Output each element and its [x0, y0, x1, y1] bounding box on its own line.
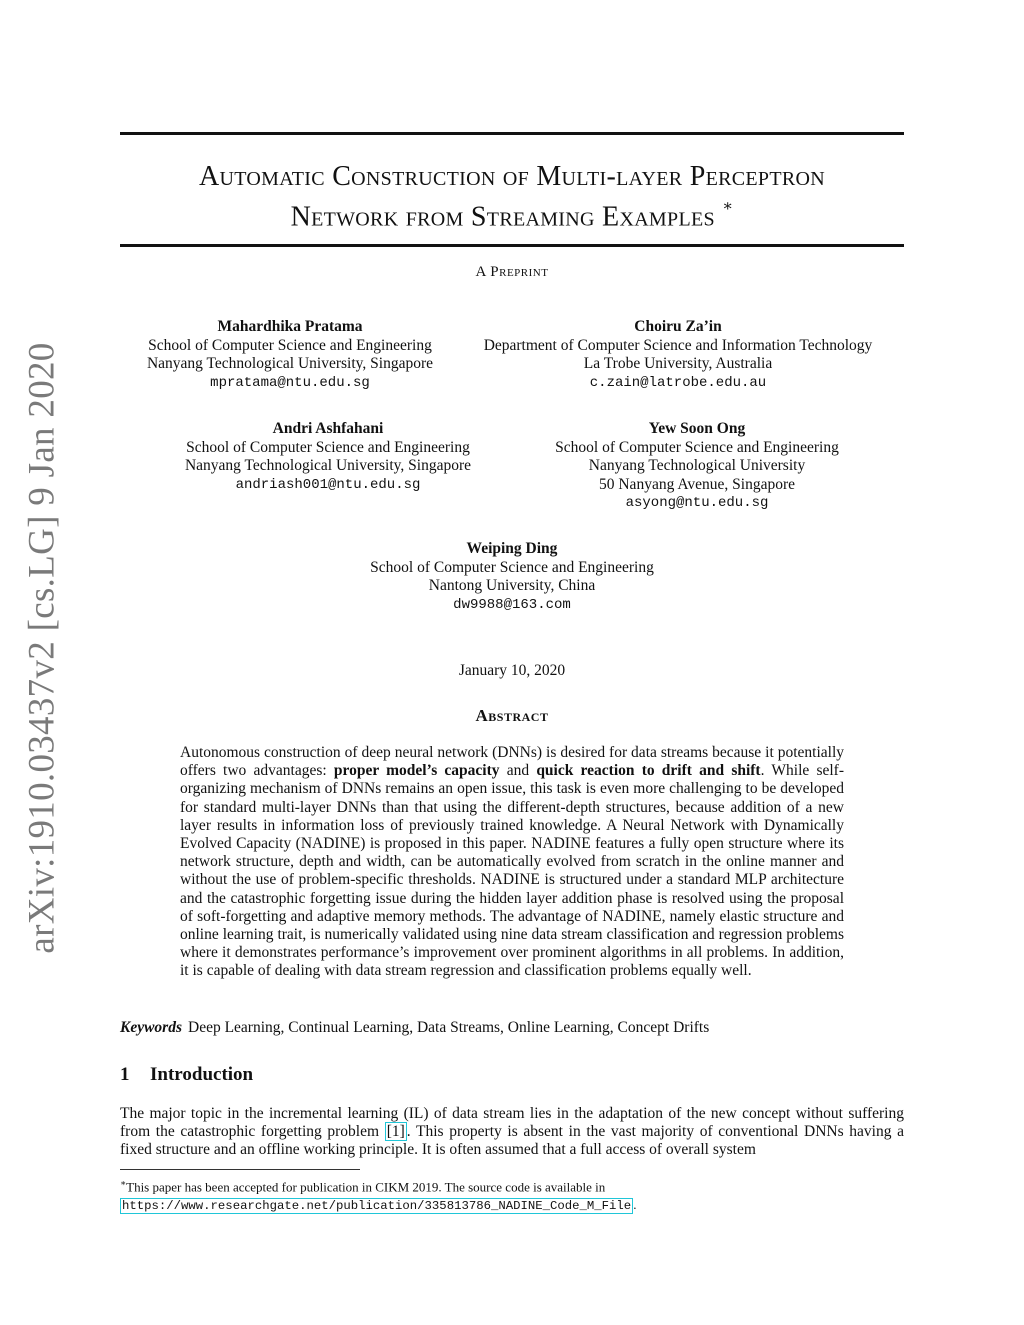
author-affiliation: School of Computer Science and Engineering	[555, 438, 839, 456]
author-block	[484, 318, 873, 392]
citation-link[interactable]: [1]	[386, 1123, 405, 1141]
section-title: Introduction	[150, 1064, 254, 1085]
author-block	[185, 420, 471, 494]
title-rule-top	[120, 132, 904, 135]
author-affiliation: La Trobe University, Australia	[583, 355, 773, 372]
source-code-link[interactable]: https://www.researchgate.net/publication/335813786_NADINE_Code_M_File	[122, 1199, 632, 1214]
author-name: Andri Ashfahani	[272, 420, 384, 437]
author-email: dw9988@163.com	[453, 596, 571, 613]
author-name: Mahardhika Pratama	[217, 318, 363, 335]
abstract-highlight: proper model’s capacity	[333, 762, 500, 780]
abstract-highlight: quick reaction to drift and shift	[536, 762, 761, 780]
footnote-text: This paper has been accepted for publication in CIKM 2019. The source code is available in	[126, 1179, 606, 1195]
author-affiliation: School of Computer Science and Engineering	[186, 438, 470, 456]
author-affiliation: Nanyang Technological University	[588, 457, 806, 474]
section-number: 1	[120, 1064, 130, 1085]
keywords-line	[120, 1019, 904, 1037]
intro-text: . This property is absent in the vast majority of conventional DNNs having a fixed structure and an offline working principle. It is often assumed that a full access of overall system	[120, 1123, 904, 1159]
abstract-text: and	[499, 762, 537, 780]
abstract-body	[180, 744, 844, 981]
keywords-text: Deep Learning, Continual Learning, Data Streams, Online Learning, Concept Drifts	[188, 1019, 710, 1036]
publication-date: January 10, 2020	[458, 662, 566, 679]
title-line-2	[120, 194, 904, 234]
footnote-rule	[120, 1169, 360, 1170]
author-block	[147, 318, 433, 392]
author-email: andriash001@ntu.edu.sg	[235, 476, 421, 493]
author-email: asyong@ntu.edu.sg	[625, 495, 769, 511]
author-block	[555, 420, 839, 513]
footnote-mark: ∗	[120, 1178, 127, 1188]
author-name: Choiru Za’in	[634, 318, 722, 335]
author-name: Yew Soon Ong	[648, 420, 746, 437]
footnote	[120, 1174, 910, 1215]
abstract-text: . While self-organizing mechanism of DNNs remains an open issue, this task is even more challenging to be developed for standard multi-layer DNNs than that using the different-depth structures, because addition of a new layer results in information loss of previously trained knowledge. A Neural Network with Dynamically Evolved Capacity (NADINE) is proposed in this paper. NADINE features a fully open structure where its network structure, depth and width, can be automatically evolved from scratch in the online manner and without the use of problem-specific thresholds. NADINE is structured under a standard MLP architecture and the catastrophic forgetting issue during the hidden layer addition phase is resolved using the proposal of soft-forgetting and adaptive memory methods. The advantage of NADINE, namely elastic structure and online learning trait, is numerically validated using nine data stream classification and regression problems where it demonstrates performance’s improvement over prominent algorithms in all problems. In addition, it is capable of dealing with data stream regression and classification problems equally well.	[180, 762, 845, 980]
arxiv-side-stamp: arXiv:1910.03437v2 [cs.LG] 9 Jan 2020	[21, 342, 63, 954]
abstract-heading: Abstract	[475, 706, 549, 725]
paper-title	[120, 160, 904, 234]
title-line-1: Automatic Construction of Multi-layer Perceptron	[199, 161, 825, 192]
author-affiliation: School of Computer Science and Engineering	[148, 336, 432, 354]
introduction-paragraph	[120, 1105, 904, 1160]
section-heading	[120, 1064, 253, 1086]
author-affiliation: Nanyang Technological University, Singapore	[184, 457, 472, 474]
author-affiliation: Department of Computer Science and Information Technology	[483, 336, 873, 354]
author-block	[370, 540, 654, 614]
author-affiliation: Nantong University, China	[428, 577, 596, 594]
author-affiliation: Nanyang Technological University, Singapore	[146, 355, 434, 372]
title-line-2-text: Network from Streaming Examples	[290, 201, 715, 233]
author-email: c.zain@latrobe.edu.au	[589, 374, 767, 391]
preprint-label: A Preprint	[475, 264, 549, 280]
title-footnote-mark: ∗	[722, 198, 734, 215]
author-affiliation: School of Computer Science and Engineering	[370, 558, 654, 576]
author-name: Weiping Ding	[466, 540, 558, 557]
abstract-text: Autonomous construction of deep neural network (DNNs) is desired for data streams because it potentially offers two advantages:	[180, 744, 844, 780]
author-email: mpratama@ntu.edu.sg	[210, 374, 370, 391]
keywords-label: Keywords	[120, 1019, 182, 1036]
title-rule-bottom	[120, 244, 904, 247]
author-affiliation: 50 Nanyang Avenue, Singapore	[598, 475, 795, 493]
intro-text: The major topic in the incremental learning (IL) of data stream lies in the adaptation of the new concept without suffering from the catastrophic forgetting problem	[120, 1105, 904, 1141]
footnote-end: .	[633, 1197, 637, 1213]
